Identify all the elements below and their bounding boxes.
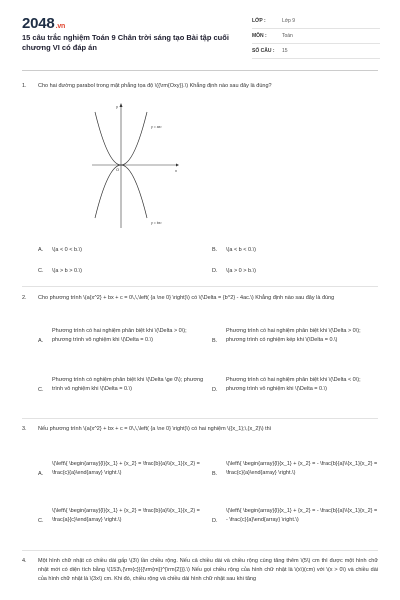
option-letter: A. xyxy=(38,338,44,344)
option-letter: D. xyxy=(212,268,218,274)
x-axis-label: x xyxy=(175,168,177,173)
meta-table xyxy=(252,14,380,59)
meta-key: SỐ CÂU : xyxy=(252,48,275,54)
q2-option-a[interactable] xyxy=(38,327,208,363)
question-separator xyxy=(22,550,378,551)
question-number: 1. xyxy=(22,83,27,89)
meta-value: Toán xyxy=(282,33,293,39)
option-letter: D. xyxy=(212,518,218,524)
meta-row-class xyxy=(252,14,380,29)
question-text: Cho hai đường parabol trong mặt phẳng tọa độ \({\rm{Oxy}}.\) Khẳng định nào sau đây là đúng? xyxy=(38,83,272,89)
q2-option-b[interactable] xyxy=(212,327,382,363)
option-letter: C. xyxy=(38,387,44,393)
meta-key: LỚP : xyxy=(252,18,266,24)
option-text: \(\left\{ \begin{array}{l}{x_1} + {x_2} = - \frac{b}{a}\\{x_1}{x_2} = - \frac{c}{a}\end{array} \right.\) xyxy=(226,508,378,523)
option-letter: B. xyxy=(212,247,218,253)
option-letter: A. xyxy=(38,471,44,477)
option-letter: C. xyxy=(38,268,44,274)
y-axis-label: y xyxy=(116,104,118,109)
meta-row-subject xyxy=(252,29,380,44)
question-separator xyxy=(22,286,378,287)
option-text: \(a < b < 0.\) xyxy=(226,247,256,253)
option-text: Phương trình có hai nghiệm phân biệt khi \(\Delta > 0\); phương trình vô nghiệm khi \(\Delta = 0.\) xyxy=(52,328,187,343)
question-3 xyxy=(22,425,378,433)
option-text: Phương trình có hai nghiệm phân biệt khi \(\Delta > 0\); phương trình có nghiệm kép khi \(\Delta = 0.\) xyxy=(226,328,361,343)
option-text: \(\left\{ \begin{array}{l}{x_1} + {x_2} = - \frac{b}{a}\\{x_1}{x_2} = \frac{c}{a}\end{array} \right.\) xyxy=(226,461,378,476)
q3-option-a[interactable] xyxy=(38,460,208,496)
header-divider xyxy=(22,70,378,71)
meta-value: Lớp 9 xyxy=(282,18,296,24)
option-text: \(\left\{ \begin{array}{l}{x_1} + {x_2} = \frac{b}{a}\\{x_1}{x_2} = \frac{a}{c}\end{array} \right.\) xyxy=(52,508,200,523)
logo-text: 2048 xyxy=(22,15,55,32)
meta-value: 15 xyxy=(282,48,288,54)
question-text: Một hình chữ nhật có chiều dài gấp \(3\) lần chiều rộng. Nếu cả chiều dài và chiều rộng cùng tăng thêm \(5\) cm thì được một hình chữ nhật mới có diện tích bằng \(153\,{\rm{c}}{{\rm{m}}^{\rm{2}}}.\) Nếu gọi chiều rộng của hình chữ nhật là \(x\)(cm) với \(x > 0\) và chiều dài của hình chữ nhật là \(3x\) cm. Khi đó, chiều rộng và chiều dài hình chữ nhật sau khi tăng xyxy=(38,558,378,582)
option-letter: A. xyxy=(38,247,44,253)
bottom-curve-label: y = bx² xyxy=(151,221,162,225)
option-letter: C. xyxy=(38,518,44,524)
question-number: 2. xyxy=(22,295,27,301)
q3-option-c[interactable] xyxy=(38,507,208,543)
option-text: Phương trình có nghiệm phân biệt khi \(\Delta \ge 0\); phương trình vô nghiệm khi \(\Delta = 0.\) xyxy=(52,377,204,392)
option-letter: B. xyxy=(212,471,218,477)
document-header xyxy=(0,0,400,70)
option-text: \(a > b > 0.\) xyxy=(52,268,82,274)
option-letter: B. xyxy=(212,338,218,344)
q3-option-b[interactable] xyxy=(212,460,382,496)
option-letter: D. xyxy=(212,387,218,393)
question-4 xyxy=(22,557,378,584)
meta-row-count xyxy=(252,44,380,59)
option-text: Phương trình có hai nghiệm phân biệt khi \(\Delta < 0\); phương trình vô nghiệm khi \(\Delta = 0.\) xyxy=(226,377,361,392)
logo-tld: .vn xyxy=(55,23,66,30)
question-2 xyxy=(22,294,378,302)
question-separator xyxy=(22,418,378,419)
option-text: \(a < 0 < b.\) xyxy=(52,247,82,253)
q2-option-c[interactable] xyxy=(38,376,208,412)
site-logo[interactable] xyxy=(22,15,65,32)
question-1 xyxy=(22,82,378,90)
question-text: Cho phương trình \(a{x^2} + bx + c = 0\,\,\left( {a \ne 0} \right)\) có \(\Delta = {b^2} - 4ac.\) Khẳng định nào sau đây là đúng xyxy=(38,295,335,301)
q3-option-d[interactable] xyxy=(212,507,382,543)
document-title: 15 câu trắc nghiệm Toán 9 Chân trời sáng tạo Bài tập cuối chương VI có đáp án xyxy=(22,33,229,52)
question-number: 3. xyxy=(22,426,27,432)
option-text: \(\left\{ \begin{array}{l}{x_1} + {x_2} = \frac{b}{a}\\{x_1}{x_2} = \frac{c}{a}\end{array} \right.\) xyxy=(52,461,200,476)
y-axis-arrow xyxy=(120,103,123,107)
origin-label: O xyxy=(116,167,120,172)
option-text: \(a > 0 > b.\) xyxy=(226,268,256,274)
q2-option-d[interactable] xyxy=(212,376,382,412)
x-axis-arrow xyxy=(176,164,179,167)
question-number: 4. xyxy=(22,558,27,564)
parabola-graph xyxy=(90,100,180,230)
question-text: Nếu phương trình \(a{x^2} + bx + c = 0\,\,\left( {a \ne 0} \right)\) có hai nghiệm \({x_1};\,{x_2}\) thì xyxy=(38,426,272,432)
top-curve-label: y = ax² xyxy=(151,125,162,129)
meta-key: MÔN : xyxy=(252,33,267,39)
